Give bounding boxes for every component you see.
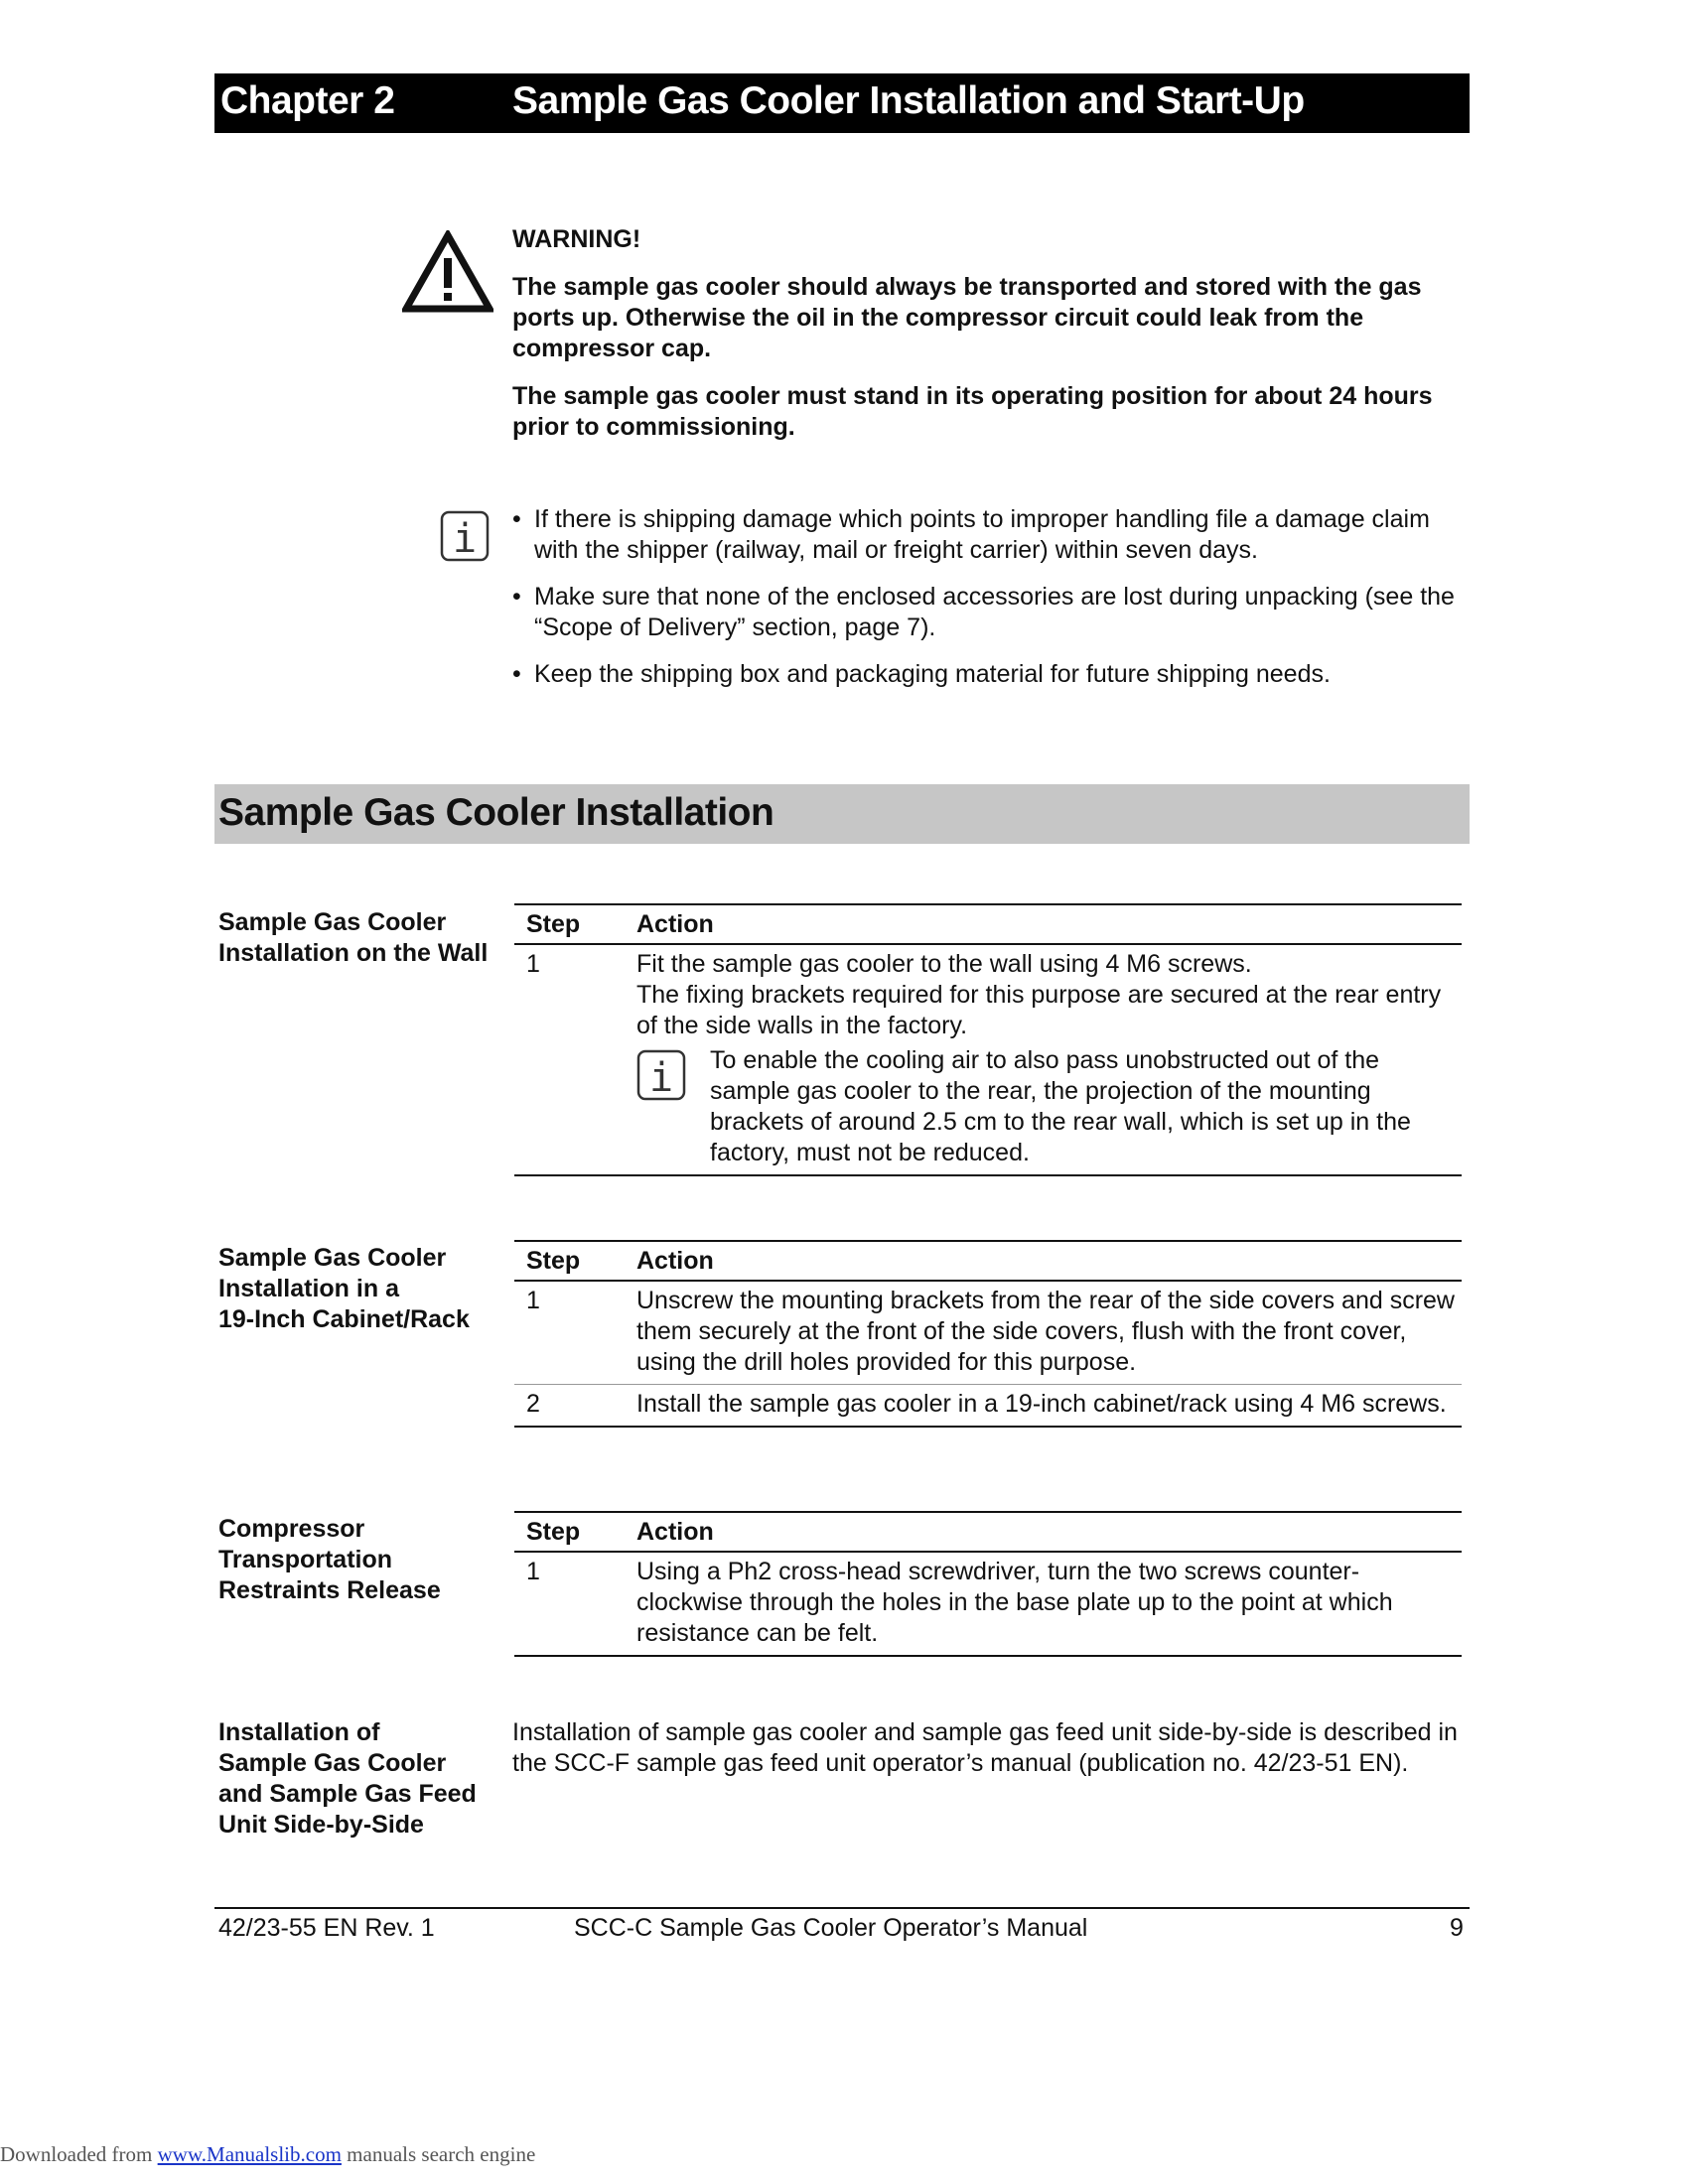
info-bullet: • Make sure that none of the enclosed accessories are lost during unpacking (see the “Scope of Delivery” section, page 7). (512, 582, 1477, 643)
warning-paragraph-2: The sample gas cooler must stand in its operating position for about 24 hours prior to commissioning. (512, 382, 1433, 441)
table-row (514, 1282, 1462, 1384)
heading-line: Compressor (218, 1515, 365, 1543)
warning-triangle-icon (402, 230, 493, 314)
svg-text:i: i (452, 516, 478, 562)
side-by-side-heading (218, 1717, 506, 1841)
heading-line: Installation in a (218, 1275, 399, 1302)
step-header: Step (526, 1247, 581, 1275)
section-header (214, 784, 1470, 844)
wall-installation-table (514, 903, 1462, 1176)
table-bottom-rule (514, 1655, 1462, 1657)
manualslib-link[interactable]: www.Manualslib.com (157, 2142, 342, 2166)
action-text: The fixing brackets required for this purpose are secured at the rear entry of the side walls in the factory. (636, 981, 1442, 1039)
table-bottom-rule (514, 1426, 1462, 1428)
table-header-row (514, 903, 1462, 945)
heading-line: Installation of (218, 1718, 380, 1746)
warning-label: WARNING! (512, 225, 641, 253)
table-bottom-rule (514, 1174, 1462, 1176)
footer-doc-id: 42/23-55 EN Rev. 1 (218, 1914, 435, 1942)
footer-page-number: 9 (1450, 1914, 1464, 1942)
chapter-header (214, 73, 1470, 133)
chapter-number: Chapter 2 (220, 79, 395, 122)
section-title: Sample Gas Cooler Installation (218, 791, 774, 834)
download-attribution (0, 2142, 535, 2167)
table-header-row (514, 1511, 1462, 1553)
action-header: Action (636, 910, 714, 938)
action-header: Action (636, 1247, 714, 1275)
step-number: 1 (526, 1558, 540, 1585)
step-number: 1 (526, 1287, 540, 1314)
heading-line: Sample Gas Cooler (218, 908, 447, 936)
action-cell (636, 945, 1462, 1174)
footer-rule (214, 1907, 1470, 1909)
heading-line: Sample Gas Cooler (218, 1749, 447, 1777)
info-icon (440, 510, 490, 562)
compressor-restraints-heading (218, 1514, 506, 1606)
heading-line: Transportation (218, 1546, 393, 1573)
compressor-restraints-table (514, 1511, 1462, 1657)
heading-line: Restraints Release (218, 1576, 441, 1604)
download-suffix: manuals search engine (341, 2142, 536, 2166)
heading-line: and Sample Gas Feed (218, 1780, 477, 1808)
info-note (636, 1045, 1462, 1168)
heading-line: 19-Inch Cabinet/Rack (218, 1305, 470, 1333)
footer-manual-title: SCC-C Sample Gas Cooler Operator’s Manual (574, 1914, 1088, 1942)
side-by-side-text: Installation of sample gas cooler and sample gas feed unit side-by-side is described in the SCC-F sample gas feed unit operator’s manual (publication no. 42/23-51 EN). (512, 1718, 1458, 1777)
table-header-row (514, 1240, 1462, 1282)
info-icon (636, 1049, 686, 1101)
step-header: Step (526, 1518, 581, 1546)
action-header: Action (636, 1518, 714, 1546)
action-text: Using a Ph2 cross-head screwdriver, turn the two screws counter-clockwise through the holes in the base plate up to the point at which resistance can be felt. (636, 1558, 1393, 1647)
wall-installation-heading (218, 907, 506, 969)
table-row (514, 945, 1462, 1174)
table-row (514, 1553, 1462, 1655)
heading-line: Unit Side-by-Side (218, 1811, 424, 1839)
rack-installation-table (514, 1240, 1462, 1428)
step-number: 2 (526, 1390, 540, 1418)
rack-installation-heading (218, 1243, 506, 1335)
info-bullet: • Keep the shipping box and packaging material for future shipping needs. (512, 659, 1477, 690)
action-text: Unscrew the mounting brackets from the rear of the side covers and screw them securely at the front of the side covers, flush with the front cover, using the drill holes provided for this purpose. (636, 1287, 1455, 1376)
step-header: Step (526, 910, 581, 938)
action-text: Fit the sample gas cooler to the wall using 4 M6 screws. (636, 950, 1252, 978)
info-bullet: • If there is shipping damage which points to improper handling file a damage claim with the shipper (railway, mail or freight carrier) within seven days. (512, 504, 1477, 566)
svg-text:i: i (648, 1055, 674, 1101)
step-number: 1 (526, 950, 540, 978)
warning-paragraph-1: The sample gas cooler should always be transported and stored with the gas ports up. Otherwise the oil in the compressor circuit could leak from the compressor cap. (512, 273, 1422, 362)
table-row (514, 1384, 1462, 1426)
heading-line: Installation on the Wall (218, 939, 489, 967)
chapter-title: Sample Gas Cooler Installation and Start-Up (512, 79, 1305, 122)
info-bullet-list (512, 504, 1477, 706)
heading-line: Sample Gas Cooler (218, 1244, 447, 1272)
action-text: Install the sample gas cooler in a 19-inch cabinet/rack using 4 M6 screws. (636, 1390, 1447, 1418)
download-prefix: Downloaded from (0, 2142, 158, 2166)
note-text: To enable the cooling air to also pass unobstructed out of the sample gas cooler to the rear, the projection of the mounting brackets of around 2.5 cm to the rear wall, which is set up in the factory, must not be reduced. (710, 1046, 1411, 1166)
